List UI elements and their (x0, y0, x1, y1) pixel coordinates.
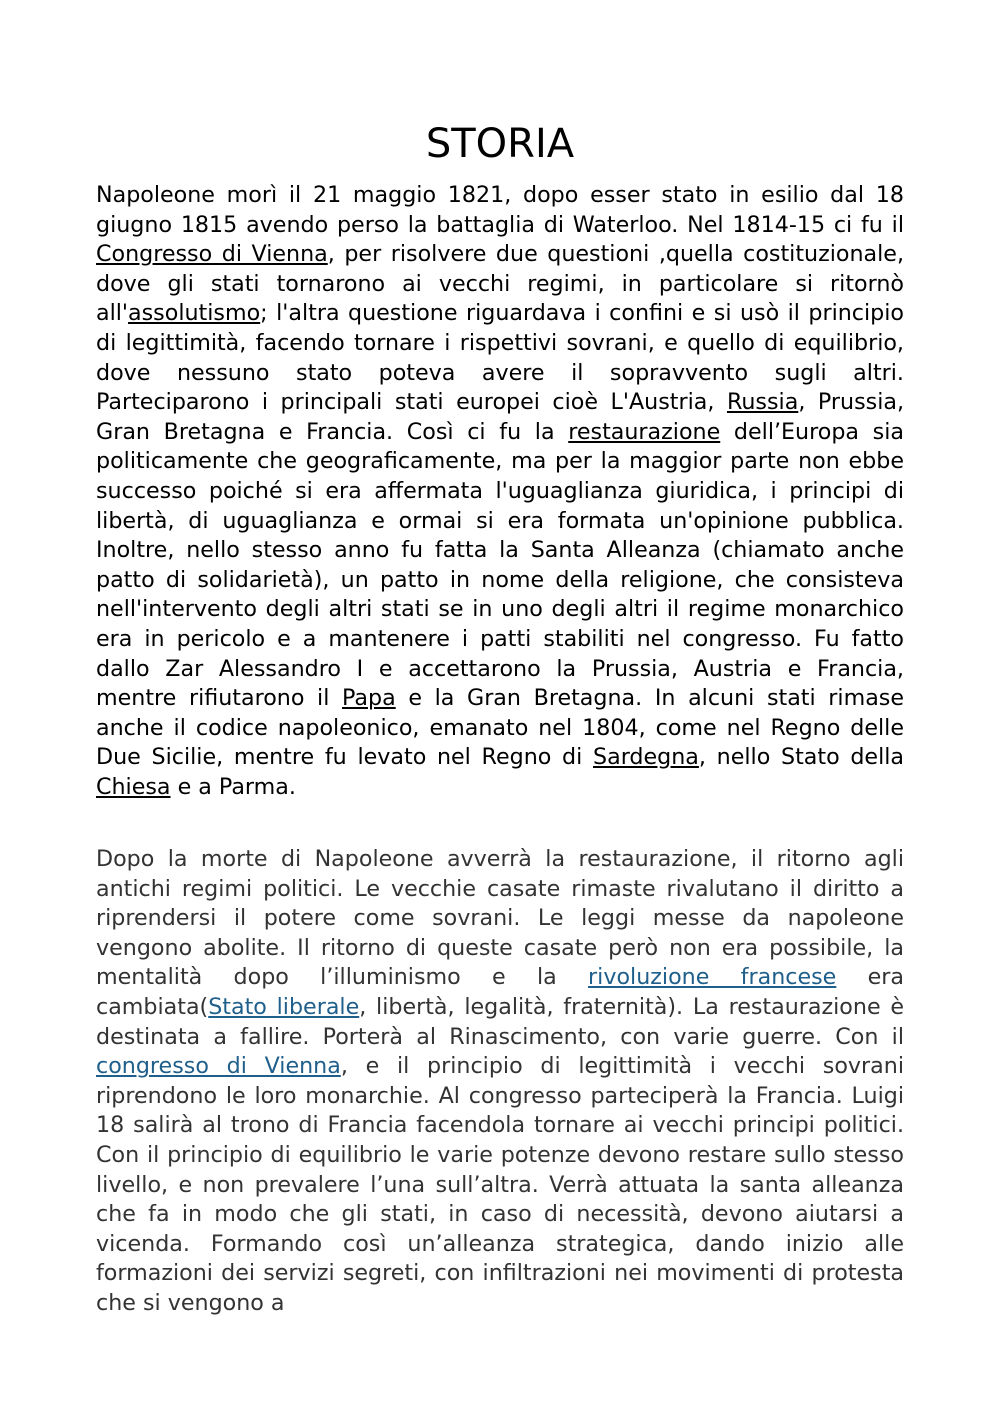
paragraph-text: e la Gran Bretagna. In alcuni stati rimase anche il codice napoleonico, emanato nel 1804, come nel Regno delle Due Sicilie, mentre fu levato nel Regno di (96, 685, 905, 771)
link-chiesa[interactable]: Chiesa (96, 773, 171, 800)
paragraph-text: Dopo la morte di Napoleone avverrà la restaurazione, il ritorno agli antichi regimi politici. Le vecchie casate rimaste rivalutano il diritto a riprendersi il potere come sovrani. Le leggi messe da napoleone vengono abolite. Il ritorno di queste casate però non era possibile, la mentalità dopo l’illuminismo e la (96, 846, 904, 991)
link-sardegna[interactable]: Sardegna (593, 744, 699, 771)
link-rivoluzione-francese[interactable]: rivoluzione francese (588, 964, 837, 991)
paragraph-text: , nello Stato della (698, 744, 905, 771)
paragraph-text: Napoleone morì il 21 maggio 1821, dopo esser stato in esilio dal 18 giugno 1815 avendo perso la battaglia di Waterloo. Nel 1814-15 ci fu il (96, 182, 904, 238)
link-russia[interactable]: Russia (726, 389, 799, 416)
page-title: STORIA (425, 121, 575, 167)
link-stato-liberale[interactable]: Stato liberale (208, 993, 360, 1020)
paragraph-text: , libertà, legalità, fraternità). La restaurazione è destinata a fallire. Porterà al Rinascimento, con varie guerre. Con il (96, 993, 904, 1050)
paragraph-text: e a Parma. (170, 773, 296, 800)
link-restaurazione[interactable]: restaurazione (568, 418, 721, 445)
link-congresso-di-vienna[interactable]: Congresso di Vienna (96, 241, 328, 268)
link-papa[interactable]: Papa (342, 685, 396, 712)
paragraph-text: , Prussia, Gran Bretagna e Francia. Così ci fu la (96, 389, 905, 445)
link-assolutismo[interactable]: assolutismo (128, 300, 261, 327)
paragraph-text: , e il principio di legittimità i vecchi sovrani riprendono le loro monarchie. Al congresso parteciperà la Francia. Luigi 18 salirà al trono di Francia facendola tornare ai vecchi principi politici. Con il principio di equilibrio le varie potenze devono restare sullo stesso livello, e non prevalere l’una sull’altra. Verrà attuata la santa alleanza che fa in modo che gli stati, in caso di necessità, devono aiutarsi a vicenda. Formando così un’alleanza strategica, dando inizio alle formazioni dei servizi segreti, con infiltrazioni nei movimenti di protesta che si vengono a (96, 1053, 904, 1316)
paragraph-text: , per risolvere due questioni ,quella costituzionale, dove gli stati tornarono ai vecchi regimi, in particolare si ritornò all' (96, 241, 904, 327)
paragraph-text: dell’Europa sia politicamente che geograficamente, ma per la maggior parte non ebbe successo poiché si era affermata l'uguaglianza giuridica, i principi di libertà, di uguaglianza e ormai si era formata un'opinione pubblica. Inoltre, nello stesso anno fu fatta la Santa Alleanza (chiamato anche patto di solidarietà), un patto in nome della religione, che consisteva nell'intervento degli altri stati se in uno degli altri il regime monarchico era in pericolo e a mantenere i patti stabiliti nel congresso. Fu fatto dallo Zar Alessandro I e accettarono la Prussia, Austria e Francia, mentre rifiutarono il (96, 418, 904, 712)
paragraph-congress-of-vienna (96, 181, 904, 802)
paragraph-restoration (96, 845, 904, 1319)
link-congresso-di-vienna-2[interactable]: congresso di Vienna (96, 1053, 341, 1080)
paragraph-text: ; l'altra questione riguardava i confini e si usò il principio di legittimità, facendo tornare i rispettivi sovrani, e quello di equilibrio, dove nessuno stato poteva avere il sopravvento sugli altri. Parteciparono i principali stati europei cioè L'Austria, (96, 300, 904, 416)
paragraph-text: era cambiata( (96, 964, 905, 1020)
